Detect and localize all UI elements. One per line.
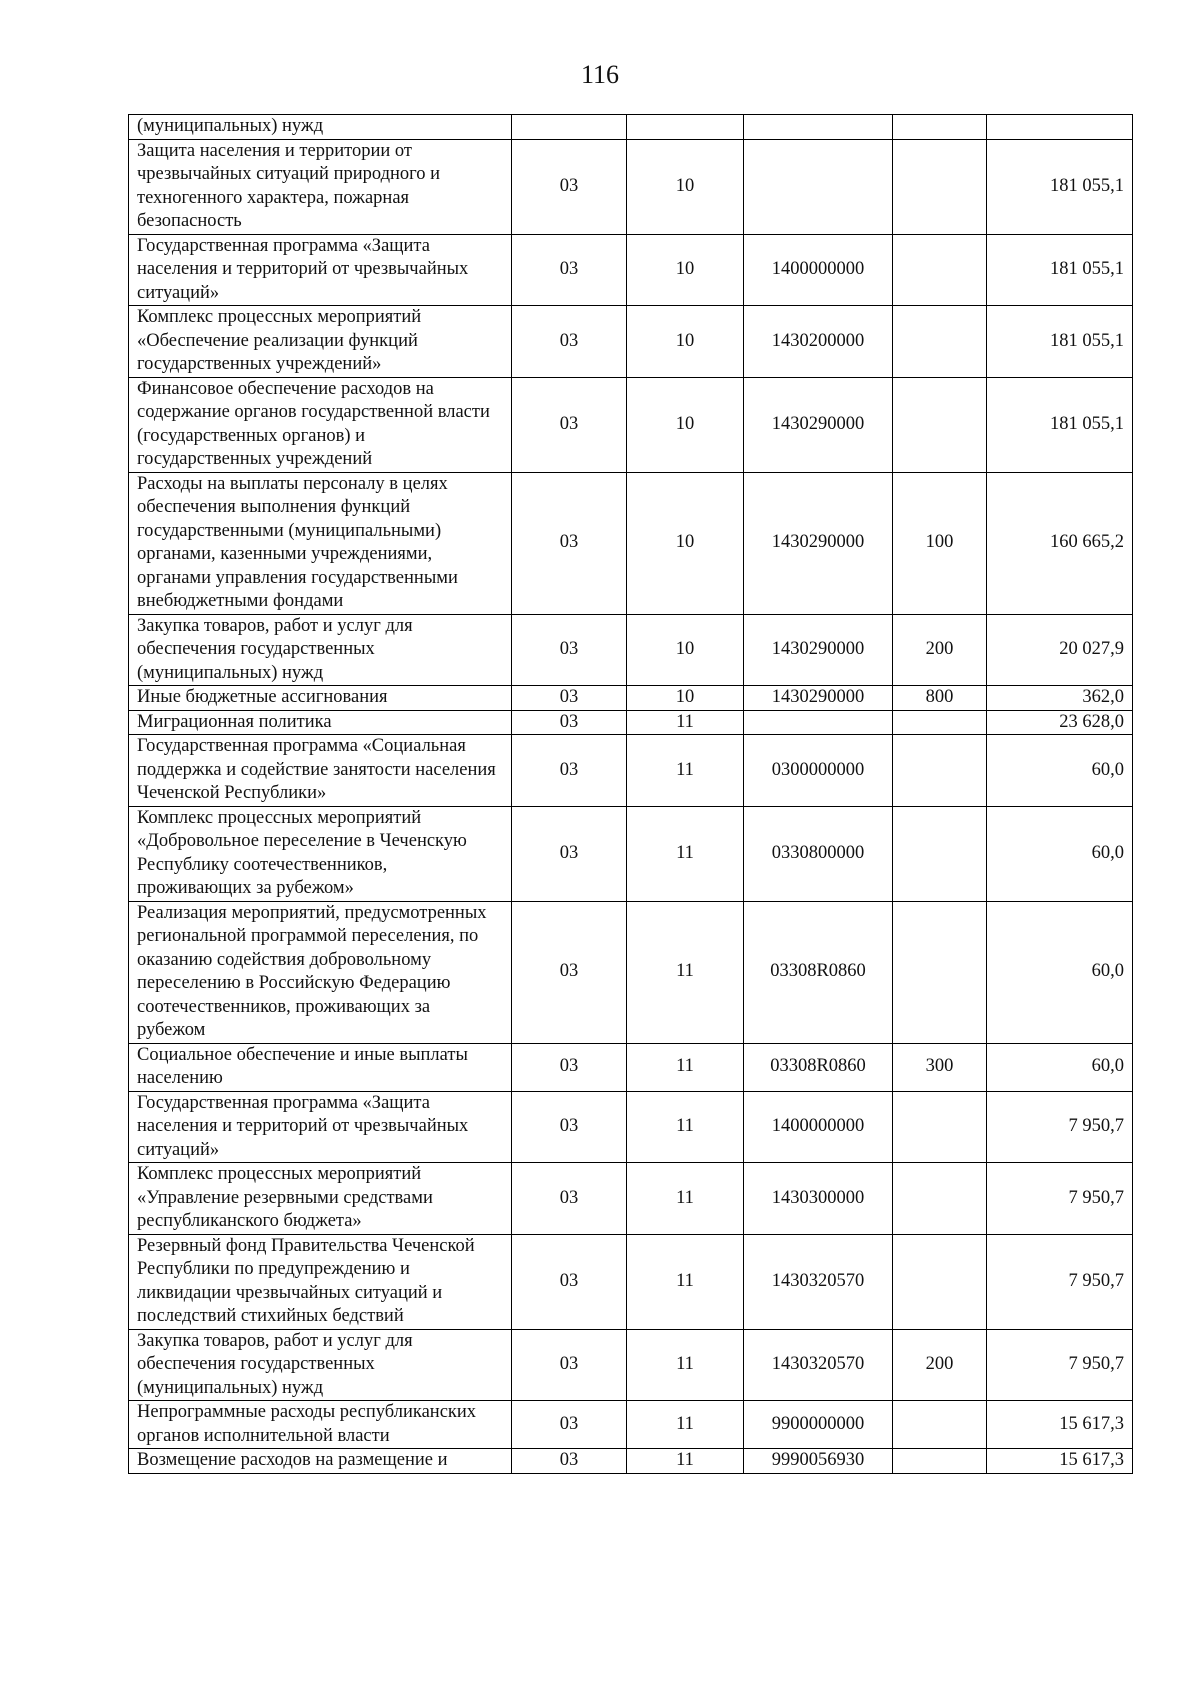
table-row: [129, 1234, 1133, 1329]
subsection-code-cell: 11: [627, 1329, 744, 1401]
expense-name-cell: Комплекс процессных мероприятий «Добровольное переселение в Чеченскую Республику соотечественников, проживающих за рубежом»: [129, 806, 512, 901]
amount-cell: 181 055,1: [987, 234, 1133, 306]
table-row: [129, 686, 1133, 711]
expense-name-cell: Комплекс процессных мероприятий «Обеспечение реализации функций государственных учреждений»: [129, 306, 512, 378]
expense-type-cell: 100: [893, 472, 987, 614]
amount-cell: [987, 115, 1133, 140]
table-row: [129, 1329, 1133, 1401]
section-code-cell: 03: [512, 139, 627, 234]
table-row: [129, 806, 1133, 901]
amount-cell: 15 617,3: [987, 1401, 1133, 1449]
budget-table: [128, 114, 1133, 1474]
amount-cell: 60,0: [987, 901, 1133, 1043]
table-row: [129, 614, 1133, 686]
target-article-cell: [744, 139, 893, 234]
expense-type-cell: 200: [893, 1329, 987, 1401]
target-article-cell: [744, 115, 893, 140]
amount-cell: 23 628,0: [987, 710, 1133, 735]
target-article-cell: 1400000000: [744, 1091, 893, 1163]
amount-cell: 362,0: [987, 686, 1133, 711]
amount-cell: 7 950,7: [987, 1234, 1133, 1329]
table-row: [129, 139, 1133, 234]
expense-type-cell: 800: [893, 686, 987, 711]
target-article-cell: 1430320570: [744, 1234, 893, 1329]
table-row: [129, 1401, 1133, 1449]
table-row: [129, 472, 1133, 614]
expense-name-cell: Непрограммные расходы республиканских органов исполнительной власти: [129, 1401, 512, 1449]
table-row: [129, 710, 1133, 735]
target-article-cell: 1430290000: [744, 472, 893, 614]
amount-cell: 60,0: [987, 1043, 1133, 1091]
target-article-cell: 0330800000: [744, 806, 893, 901]
expense-name-cell: Резервный фонд Правительства Чеченской Республики по предупреждению и ликвидации чрезвычайных ситуаций и последствий стихийных бедствий: [129, 1234, 512, 1329]
expense-type-cell: [893, 1091, 987, 1163]
target-article-cell: 1430290000: [744, 614, 893, 686]
subsection-code-cell: 10: [627, 377, 744, 472]
target-article-cell: 1400000000: [744, 234, 893, 306]
budget-table-body: [129, 115, 1133, 1474]
subsection-code-cell: [627, 115, 744, 140]
expense-type-cell: [893, 234, 987, 306]
section-code-cell: 03: [512, 735, 627, 807]
expense-name-cell: Комплекс процессных мероприятий «Управление резервными средствами республиканского бюджета»: [129, 1163, 512, 1235]
section-code-cell: 03: [512, 234, 627, 306]
table-row: [129, 1449, 1133, 1474]
subsection-code-cell: 11: [627, 735, 744, 807]
table-row: [129, 1163, 1133, 1235]
subsection-code-cell: 11: [627, 1401, 744, 1449]
amount-cell: 60,0: [987, 806, 1133, 901]
expense-name-cell: Государственная программа «Социальная поддержка и содействие занятости населения Чеченской Республики»: [129, 735, 512, 807]
section-code-cell: 03: [512, 1401, 627, 1449]
expense-name-cell: Социальное обеспечение и иные выплаты населению: [129, 1043, 512, 1091]
amount-cell: 7 950,7: [987, 1163, 1133, 1235]
section-code-cell: 03: [512, 1163, 627, 1235]
target-article-cell: 03308R0860: [744, 1043, 893, 1091]
expense-type-cell: [893, 901, 987, 1043]
section-code-cell: 03: [512, 901, 627, 1043]
amount-cell: 60,0: [987, 735, 1133, 807]
table-row: [129, 377, 1133, 472]
subsection-code-cell: 11: [627, 1091, 744, 1163]
subsection-code-cell: 11: [627, 1043, 744, 1091]
subsection-code-cell: 10: [627, 234, 744, 306]
section-code-cell: 03: [512, 806, 627, 901]
subsection-code-cell: 11: [627, 1449, 744, 1474]
expense-type-cell: 200: [893, 614, 987, 686]
section-code-cell: 03: [512, 377, 627, 472]
subsection-code-cell: 11: [627, 806, 744, 901]
subsection-code-cell: 10: [627, 686, 744, 711]
subsection-code-cell: 10: [627, 139, 744, 234]
amount-cell: 15 617,3: [987, 1449, 1133, 1474]
expense-name-cell: Возмещение расходов на размещение и: [129, 1449, 512, 1474]
target-article-cell: 03308R0860: [744, 901, 893, 1043]
expense-name-cell: Расходы на выплаты персоналу в целях обеспечения выполнения функций государственными (муниципальными) органами, казенными учреждениями, органами управления государственными внебюджетными фондами: [129, 472, 512, 614]
expense-type-cell: [893, 1449, 987, 1474]
page-number: 116: [580, 60, 620, 89]
amount-cell: 160 665,2: [987, 472, 1133, 614]
expense-type-cell: [893, 1401, 987, 1449]
expense-type-cell: [893, 806, 987, 901]
section-code-cell: 03: [512, 710, 627, 735]
section-code-cell: [512, 115, 627, 140]
expense-name-cell: Государственная программа «Защита населения и территорий от чрезвычайных ситуаций»: [129, 234, 512, 306]
table-row: [129, 735, 1133, 807]
expense-name-cell: Закупка товаров, работ и услуг для обеспечения государственных (муниципальных) нужд: [129, 1329, 512, 1401]
target-article-cell: 9990056930: [744, 1449, 893, 1474]
amount-cell: 181 055,1: [987, 139, 1133, 234]
target-article-cell: 0300000000: [744, 735, 893, 807]
target-article-cell: 1430320570: [744, 1329, 893, 1401]
target-article-cell: [744, 710, 893, 735]
expense-type-cell: [893, 1163, 987, 1235]
expense-name-cell: Иные бюджетные ассигнования: [129, 686, 512, 711]
expense-name-cell: Закупка товаров, работ и услуг для обеспечения государственных (муниципальных) нужд: [129, 614, 512, 686]
amount-cell: 181 055,1: [987, 306, 1133, 378]
table-row: [129, 901, 1133, 1043]
section-code-cell: 03: [512, 306, 627, 378]
subsection-code-cell: 10: [627, 614, 744, 686]
table-row: [129, 1043, 1133, 1091]
expense-name-cell: Миграционная политика: [129, 710, 512, 735]
table-row: [129, 234, 1133, 306]
section-code-cell: 03: [512, 1329, 627, 1401]
amount-cell: 7 950,7: [987, 1091, 1133, 1163]
amount-cell: 7 950,7: [987, 1329, 1133, 1401]
subsection-code-cell: 10: [627, 306, 744, 378]
subsection-code-cell: 10: [627, 472, 744, 614]
expense-name-cell: Реализация мероприятий, предусмотренных региональной программой переселения, по оказанию содействия добровольному переселению в Российскую Федерацию соотечественников, проживающих за рубежом: [129, 901, 512, 1043]
subsection-code-cell: 11: [627, 1234, 744, 1329]
expense-type-cell: [893, 710, 987, 735]
table-row: [129, 1091, 1133, 1163]
expense-name-cell: Государственная программа «Защита населения и территорий от чрезвычайных ситуаций»: [129, 1091, 512, 1163]
section-code-cell: 03: [512, 614, 627, 686]
section-code-cell: 03: [512, 1091, 627, 1163]
target-article-cell: 9900000000: [744, 1401, 893, 1449]
section-code-cell: 03: [512, 472, 627, 614]
target-article-cell: 1430300000: [744, 1163, 893, 1235]
target-article-cell: 1430290000: [744, 686, 893, 711]
target-article-cell: 1430200000: [744, 306, 893, 378]
subsection-code-cell: 11: [627, 1163, 744, 1235]
amount-cell: 181 055,1: [987, 377, 1133, 472]
expense-name-cell: (муниципальных) нужд: [129, 115, 512, 140]
table-row: [129, 306, 1133, 378]
subsection-code-cell: 11: [627, 901, 744, 1043]
expense-type-cell: [893, 735, 987, 807]
expense-type-cell: [893, 1234, 987, 1329]
section-code-cell: 03: [512, 686, 627, 711]
expense-type-cell: 300: [893, 1043, 987, 1091]
section-code-cell: 03: [512, 1043, 627, 1091]
expense-name-cell: Финансовое обеспечение расходов на содержание органов государственной власти (государственных органов) и государственных учреждений: [129, 377, 512, 472]
expense-type-cell: [893, 115, 987, 140]
section-code-cell: 03: [512, 1449, 627, 1474]
expense-name-cell: Защита населения и территории от чрезвычайных ситуаций природного и техногенного характера, пожарная безопасность: [129, 139, 512, 234]
section-code-cell: 03: [512, 1234, 627, 1329]
expense-type-cell: [893, 306, 987, 378]
target-article-cell: 1430290000: [744, 377, 893, 472]
expense-type-cell: [893, 377, 987, 472]
expense-type-cell: [893, 139, 987, 234]
table-row: [129, 115, 1133, 140]
subsection-code-cell: 11: [627, 710, 744, 735]
amount-cell: 20 027,9: [987, 614, 1133, 686]
